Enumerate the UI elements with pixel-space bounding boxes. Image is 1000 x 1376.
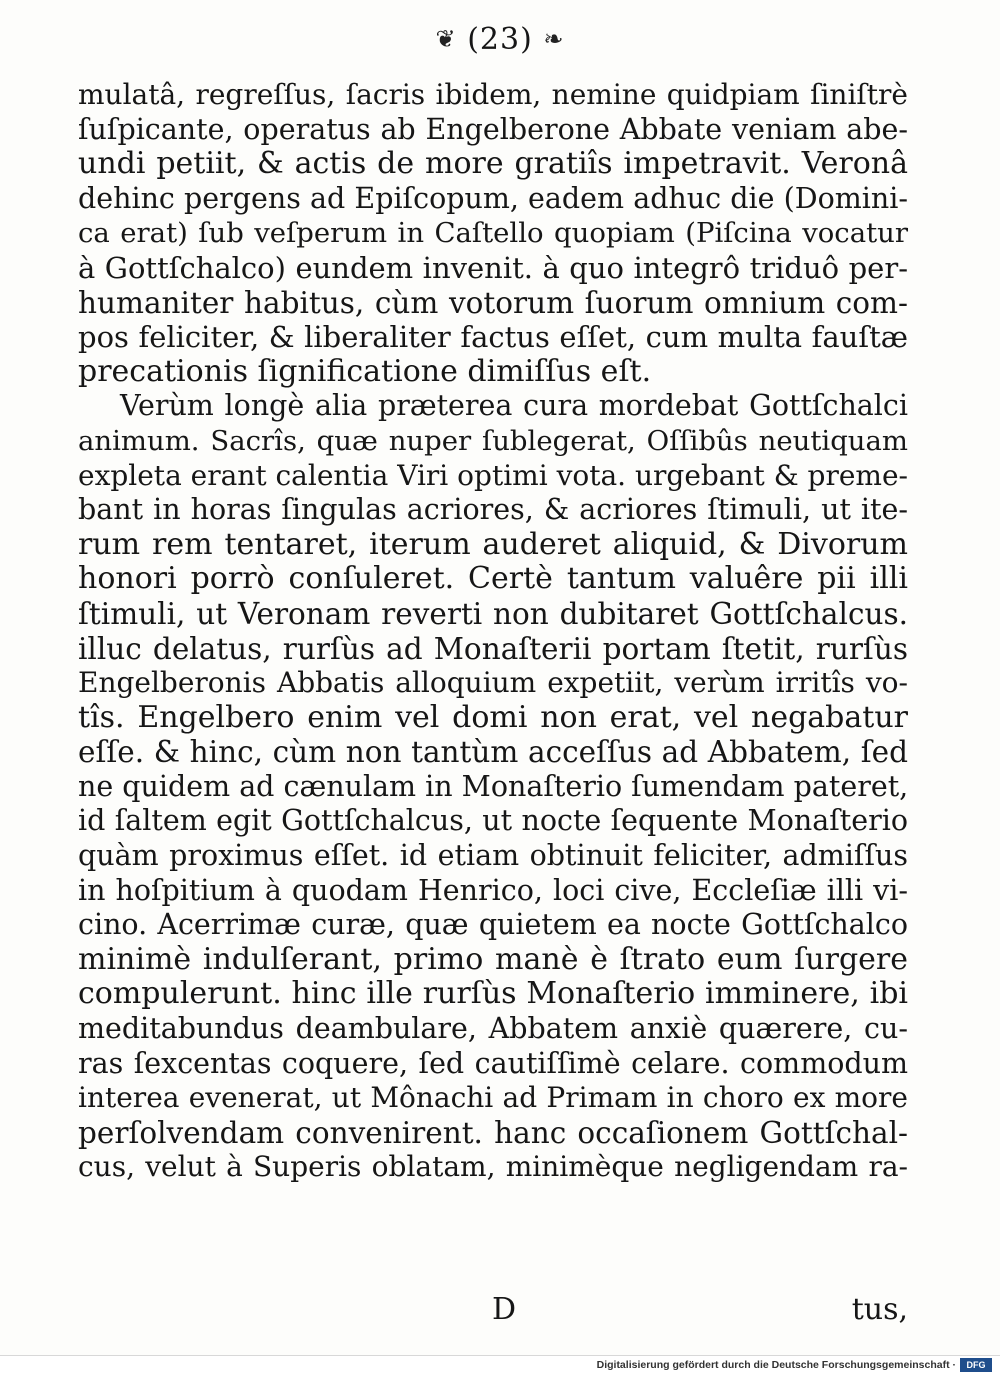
text-line: expleta erant calentia Viri optimi vota. urgebant & preme- (78, 458, 908, 492)
text-line: perſolvendam convenirent. hanc occaſionem Gottſchal- (78, 1115, 908, 1150)
text-line: in hoſpitium à quodam Henrico, loci cive, Eccleſiæ illi vi- (78, 873, 908, 907)
text-line: bant in horas ſingulas acriores, & acriores ſtimuli, ut ite- (78, 493, 908, 527)
text-line: humaniter habitus, cùm votorum ſuorum omnium com- (78, 285, 908, 320)
text-line: interea evenerat, ut Mônachi ad Primam in choro ex more (78, 1081, 908, 1115)
text-line: minimè indulſerant, primo manè è ſtrato eum ſurgere (78, 941, 908, 977)
text-line: ras ſexcentas coquere, ſed cautiſſimè celare. commodum (78, 1046, 908, 1080)
digitization-footer (0, 1355, 1000, 1376)
text-line: cus, velut à Superis oblatam, minimèque negligendam ra- (78, 1150, 908, 1184)
page-number: (23) (467, 22, 533, 57)
text-line: ſuſpicante, operatus ab Engelberone Abbate veniam abe- (78, 112, 908, 146)
text-line: dehinc pergens ad Epiſcopum, eadem adhuc die (Domini- (78, 181, 908, 215)
text-line: pos feliciter, & liberaliter factus eſſet, cum multa fauſtæ (78, 320, 908, 355)
text-line: quàm proximus eſſet. id etiam obtinuit feliciter, admiſſus (78, 839, 908, 873)
text-line: precationis ſignificatione dimiſſus eſt. (78, 353, 652, 389)
text-line: mulatâ, regreſſus, ſacris ibidem, nemine quidpiam ſiniſtrè (78, 78, 908, 111)
text-line: compulerunt. hinc ille rurſùs Monaſterio imminere, ibi (78, 976, 908, 1012)
text-line: undi petiit, & actis de more gratiîs impetravit. Veronâ (78, 146, 908, 182)
text-line: ſtimuli, ut Veronam reverti non dubitaret Gottſchalcus. (78, 596, 908, 631)
text-line: illuc delatus, rurſùs ad Monaſterii portam ſtetit, rurſùs (78, 631, 908, 666)
text-line: Engelberonis Abbatis alloquium expetiit, verùm irritîs vo- (78, 666, 908, 700)
catchword: tus, (851, 1292, 908, 1327)
text-line: à Gottſchalco) eundem invenit. à quo integrô triduô per- (78, 250, 908, 285)
signature-mark: D (492, 1292, 517, 1327)
text-line: eſſe. & hinc, cùm non tantùm acceſſus ad Abbatem, ſed (78, 735, 908, 770)
body-text (78, 78, 908, 1185)
text-line: ca erat) ſub veſperum in Caſtello quopiam (Piſcina vocatur (78, 217, 908, 250)
text-line: id ſaltem egit Gottſchalcus, ut nocte ſequente Monaſterio (78, 804, 908, 838)
text-line: cino. Acerrimæ curæ, quæ quietem ea nocte Gottſchalco (78, 908, 908, 942)
text-line: tîs. Engelbero enim vel domi non erat, vel negabatur (78, 699, 908, 735)
text-line: meditabundus deambulare, Abbatem anxiè quærere, cu- (78, 1012, 908, 1046)
text-line: honori porrò conſuleret. Certè tantum valuêre pii illi (78, 561, 908, 597)
ornament-left-icon: ❦ (435, 25, 457, 53)
text-line: ne quidem ad cænulam in Monaſterio ſumendam pateret, (78, 769, 909, 803)
text-line: animum. Sacrîs, quæ nuper ſublegerat, Oſſibûs neutiquam (78, 424, 908, 457)
text-line: rum rem tentaret, iterum auderet aliquid, & Divorum (78, 526, 908, 562)
footer-credit: Digitalisierung gefördert durch die Deutsche Forschungsgemeinschaft · (596, 1359, 956, 1371)
ornament-right-icon: ❧ (543, 25, 565, 53)
dfg-logo: DFG (960, 1358, 992, 1372)
paragraph-start-line: Verùm longè alia præterea cura mordebat Gottſchalci (120, 389, 908, 423)
page-header (0, 22, 1000, 57)
